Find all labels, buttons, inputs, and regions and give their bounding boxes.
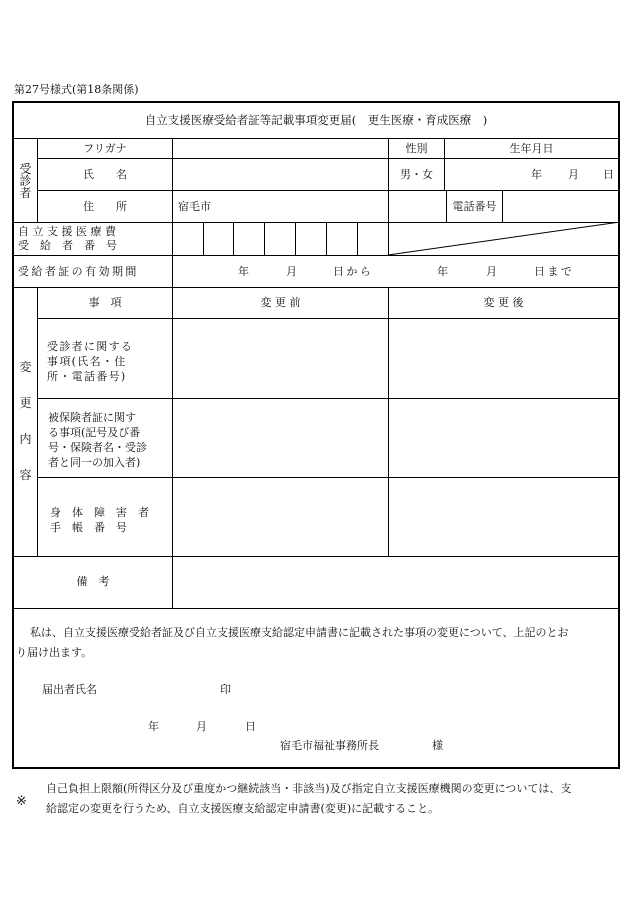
date-day: 日 (245, 720, 256, 733)
number-label-line1: 自 立 支 援 医 療 費 (18, 225, 116, 238)
change-row-before[interactable] (173, 399, 388, 477)
birthdate-year: 年 (531, 168, 542, 181)
remarks-field[interactable] (173, 557, 618, 608)
address-label: 住 所 (83, 200, 127, 213)
diagonal-slash (388, 222, 620, 255)
date-year: 年 (148, 720, 159, 733)
validity-year2: 年 (437, 265, 448, 278)
date-month: 月 (196, 720, 207, 733)
validity-month2: 月 (486, 265, 497, 278)
note-mark: ※ (16, 794, 27, 809)
col-item-header: 事 項 (88, 296, 122, 309)
note-line1: 自己負担上限額(所得区分及び重度かつ継続該当・非該当)及び指定自立支援医療機関の変更については、支 (46, 782, 572, 795)
address-value[interactable]: 宿毛市 (178, 200, 211, 213)
validity-year1: 年 (238, 265, 249, 278)
note-line2: 給認定の変更を行うため、自立支援医療支給認定申請書(変更)に記載すること。 (46, 802, 440, 815)
remarks-label: 備 考 (76, 575, 110, 588)
recipient-section-label: 受 診 者 (19, 162, 32, 200)
validity-day2: 日まで (534, 265, 575, 278)
gender-options[interactable]: 男・女 (400, 168, 433, 181)
birthdate-month: 月 (568, 168, 579, 181)
change-row-before[interactable] (173, 319, 388, 398)
col-after-header: 変 更 後 (483, 296, 524, 309)
validity-day1: 日から (333, 265, 374, 278)
validity-label: 受給者証の有効期間 (18, 265, 139, 278)
change-row-after[interactable] (389, 399, 618, 477)
furigana-label: フリガナ (83, 142, 127, 155)
change-row-item: 身 体 障 害 者 手 帳 番 号 (50, 506, 149, 534)
form-title: 自立支援医療受給者証等記載事項変更届( 更生医療・育成医療 ) (144, 113, 488, 127)
birthdate-day: 日 (603, 168, 614, 181)
name-label: 氏 名 (83, 168, 127, 181)
change-row-item: 被保険者証に関す る事項(記号及び番 号・保険者名・受診 者と同一の加入者) (48, 411, 147, 469)
applicant-label: 届出者氏名 (42, 683, 97, 696)
number-label-line2: 受 給 者 番 号 (18, 239, 117, 252)
honorific: 様 (432, 739, 443, 752)
phone-label: 電話番号 (452, 200, 497, 213)
changes-section-label: 変 更 内 容 (19, 360, 32, 482)
seal-mark: 印 (220, 683, 231, 696)
change-row-before[interactable] (173, 478, 388, 556)
form-number: 第27号様式(第18条関係) (14, 83, 139, 96)
declaration-line1: 私は、自立支援医療受給者証及び自立支援医療支給認定申請書に記載された事項の変更について、上記のとお (30, 626, 569, 639)
phone-field[interactable] (503, 191, 618, 222)
declaration-line2: り届け出ます。 (16, 646, 93, 659)
name-field[interactable] (173, 159, 388, 190)
validity-month1: 月 (286, 265, 297, 278)
birthdate-label: 生年月日 (509, 142, 554, 155)
change-row-item: 受診者に関する 事項(氏名・住 所・電話番号) (47, 340, 134, 383)
change-row-after[interactable] (389, 319, 618, 398)
col-before-header: 変 更 前 (260, 296, 301, 309)
change-row-after[interactable] (389, 478, 618, 556)
addressee: 宿毛市福祉事務所長 (280, 739, 379, 752)
gender-label: 性別 (405, 142, 428, 155)
applicant-name-field[interactable] (100, 680, 215, 696)
